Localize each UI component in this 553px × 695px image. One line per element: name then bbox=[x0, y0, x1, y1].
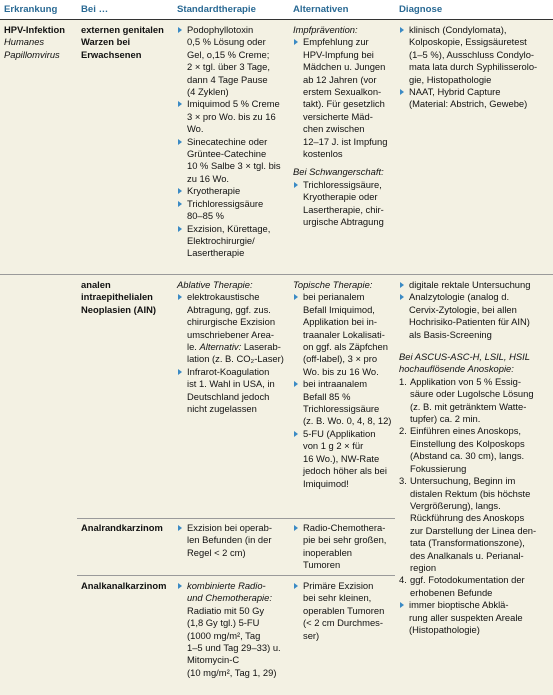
header-bei: Bei … bbox=[81, 4, 109, 15]
alt-item-perianal: bei perianalem Befall Imiquimod, Applikation bei in- traanaler Lokalisati- on ggf. als Zäpfchen (off-label), 3 × pro Wo. bis zu 16 Wo. bbox=[293, 291, 395, 378]
std-item-radio-chemotherapie: kombinierte Radio- und Chemotherapie: Radiatio mit 50 Gy (1,8 Gy tgl.) 5-FU (1000 mg/m², Tag 1–5 und Tag 29–33) u. Mitomycin-C (10 mg/m², Tag 1, 29) bbox=[177, 580, 289, 679]
context-line-3: Erwachsenen bbox=[81, 48, 142, 60]
std-item-imiquimod: Imiquimod 5 % Creme 3 × pro Wo. bis zu 16 Wo. bbox=[177, 98, 289, 135]
std-item-sinecatechine: Sinecatechine oder Grüntee-Catechine 10 % Salbe 3 × tgl. bis zu 16 Wo. bbox=[177, 136, 289, 186]
alt-heading-impf: Impfprävention: bbox=[293, 24, 358, 35]
alt-item-schwangerschaft: Trichloressigsäure, Kryotherapie oder Lasertherapie, chir- urgische Abtragung bbox=[293, 179, 395, 229]
alt-item-intraanal: bei intraanalem Befall 85 % Trichloressigsäure (z. B. Wo. 0, 4, 8, 12) bbox=[293, 378, 395, 428]
table-header bbox=[0, 0, 553, 20]
context-line-2: Warzen bei bbox=[81, 36, 131, 48]
diag-heading-anoskopie-2: hochauflösende Anoskopie: bbox=[399, 363, 514, 375]
diag-step-1: 1. Applikation von 5 % Essig- säure oder Lugolsche Lösung (z. B. mit getränktem Watte- tupfer) ca. 2 min. bbox=[399, 375, 534, 425]
separator-row2 bbox=[77, 518, 395, 519]
row2-diagnosis-cell bbox=[399, 279, 551, 636]
disease-name: HPV-Infektion bbox=[4, 24, 65, 35]
std-item-exzision: Exzision, Kürettage, Elektrochirurgie/ Lasertherapie bbox=[177, 223, 289, 260]
pathogen-line-1: Humanes bbox=[4, 36, 45, 48]
diag-heading-anoskopie-1: Bei ASCUS-ASC-H, LSIL, HSIL bbox=[399, 351, 530, 363]
separator-row3 bbox=[77, 575, 395, 576]
alt-item-primaere-exzision: Primäre Exzision bei sehr kleinen, operablen Tumoren (< 2 cm Durchmes- ser) bbox=[293, 580, 395, 642]
std-item-kryotherapie: Kryotherapie bbox=[177, 185, 289, 197]
row3-context-cell: Analrandkarzinom bbox=[81, 522, 163, 533]
std-item-infrarot: Infrarot-Koagulation ist 1. Wahl in USA, in Deutschland jedoch nicht zugelassen bbox=[177, 366, 289, 416]
row4-alternatives-cell bbox=[293, 580, 395, 642]
row4-context-cell: Analkanalkarzinom bbox=[81, 580, 167, 591]
diag-item-analzytologie: Analzytologie (analog d. Cervix-Zytologie, bei allen Hochrisiko-Patienten für AIN) als Basis-Screening bbox=[399, 291, 551, 341]
row1-disease-cell bbox=[4, 24, 76, 61]
row1-diagnosis-cell bbox=[399, 24, 551, 111]
std-heading-ablativ: Ablative Therapie: bbox=[177, 279, 253, 290]
header-erkrankung: Erkrankung bbox=[4, 4, 58, 15]
diag-item-naat: NAAT, Hybrid Capture (Material: Abstrich, Gewebe) bbox=[399, 86, 551, 111]
header-alternativen: Alternativen bbox=[293, 4, 349, 15]
row3-standard-cell bbox=[177, 522, 289, 559]
row1-context-cell bbox=[81, 24, 173, 61]
std-item-elektrokaustisch: elektrokaustische Abtragung, ggf. zus. chirurgische Exzision umschriebener Area- le. Alternativ: Laserab- lation (z. B. CO₂-Laser) bbox=[177, 291, 289, 365]
diag-item-klinisch: klinisch (Condylomata), Kolposkopie, Essigsäuretest (1–5 %), Ausschluss Condylo- mata lata durch Syphilisserolo- gie, Histopathologie bbox=[399, 24, 551, 86]
row1-standard-cell bbox=[177, 24, 289, 260]
alt-item-radio-chemo: Radio-Chemothera- pie bei sehr großen, inoperablen Tumoren bbox=[293, 522, 395, 572]
row2-standard-cell bbox=[177, 279, 289, 415]
diag-step-4: 4. ggf. Fotodokumentation der erhobenen Befunde bbox=[399, 574, 525, 598]
std-item-podophyllotoxin: Podophyllotoxin 0,5 % Lösung oder Gel, o,15 % Creme; 2 × tgl. über 3 Tage, dann 4 Tage Pause (4 Zyklen) bbox=[177, 24, 289, 98]
header-diagnose: Diagnose bbox=[399, 4, 443, 15]
alt-item-hpv-impfung: Empfehlung zur HPV-Impfung bei Mädchen u. Jungen ab 12 Jahren (vor erstem Sexualkon- takt). Für gesetzlich versicherte Mäd- chen zwischen 12–17 J. ist Impfung kostenlos bbox=[293, 36, 395, 160]
row2-context-cell: analen intraepithelialen Neoplasien (AIN) bbox=[81, 279, 157, 315]
context-line-1: externen genitalen bbox=[81, 24, 164, 35]
row1-alternatives-cell bbox=[293, 24, 395, 229]
diag-item-biopsie: immer bioptische Abklä- rung aller suspekten Areale (Histopathologie) bbox=[399, 599, 551, 636]
alt-heading-topisch: Topische Therapie: bbox=[293, 279, 373, 290]
separator-row1 bbox=[0, 274, 553, 275]
pathogen-line-2: Papillomvirus bbox=[4, 48, 60, 60]
row2-alternatives-cell bbox=[293, 279, 395, 490]
diag-step-3: 3. Untersuchung, Beginn im distalen Rektum (bis höchste Vergrößerung), langs. Rückführung des Anoskops zur Darstellung der Linea den- tata (Transformationszone), des Analkanals u. Perianal- region bbox=[399, 475, 537, 573]
std-item-trichloressigsaeure: Trichloressigsäure 80–85 % bbox=[177, 198, 289, 223]
std-item-exzision-operabel: Exzision bei operab- len Befunden (in der Regel < 2 cm) bbox=[177, 522, 289, 559]
alt-heading-schwanger: Bei Schwangerschaft: bbox=[293, 166, 384, 178]
diag-item-digital-rektal: digitale rektale Untersuchung bbox=[399, 279, 551, 291]
alt-item-5fu: 5-FU (Applikation von 1 g 2 × für 16 Wo.), NW-Rate jedoch höher als bei Imiquimod! bbox=[293, 428, 395, 490]
header-standardtherapie: Standardtherapie bbox=[177, 4, 256, 15]
diag-step-2: 2. Einführen eines Anoskops, Einstellung des Kolposkops (Abstand ca. 30 cm), langs. Fokussierung bbox=[399, 425, 525, 474]
row4-standard-cell bbox=[177, 580, 289, 679]
row3-alternatives-cell bbox=[293, 522, 395, 572]
